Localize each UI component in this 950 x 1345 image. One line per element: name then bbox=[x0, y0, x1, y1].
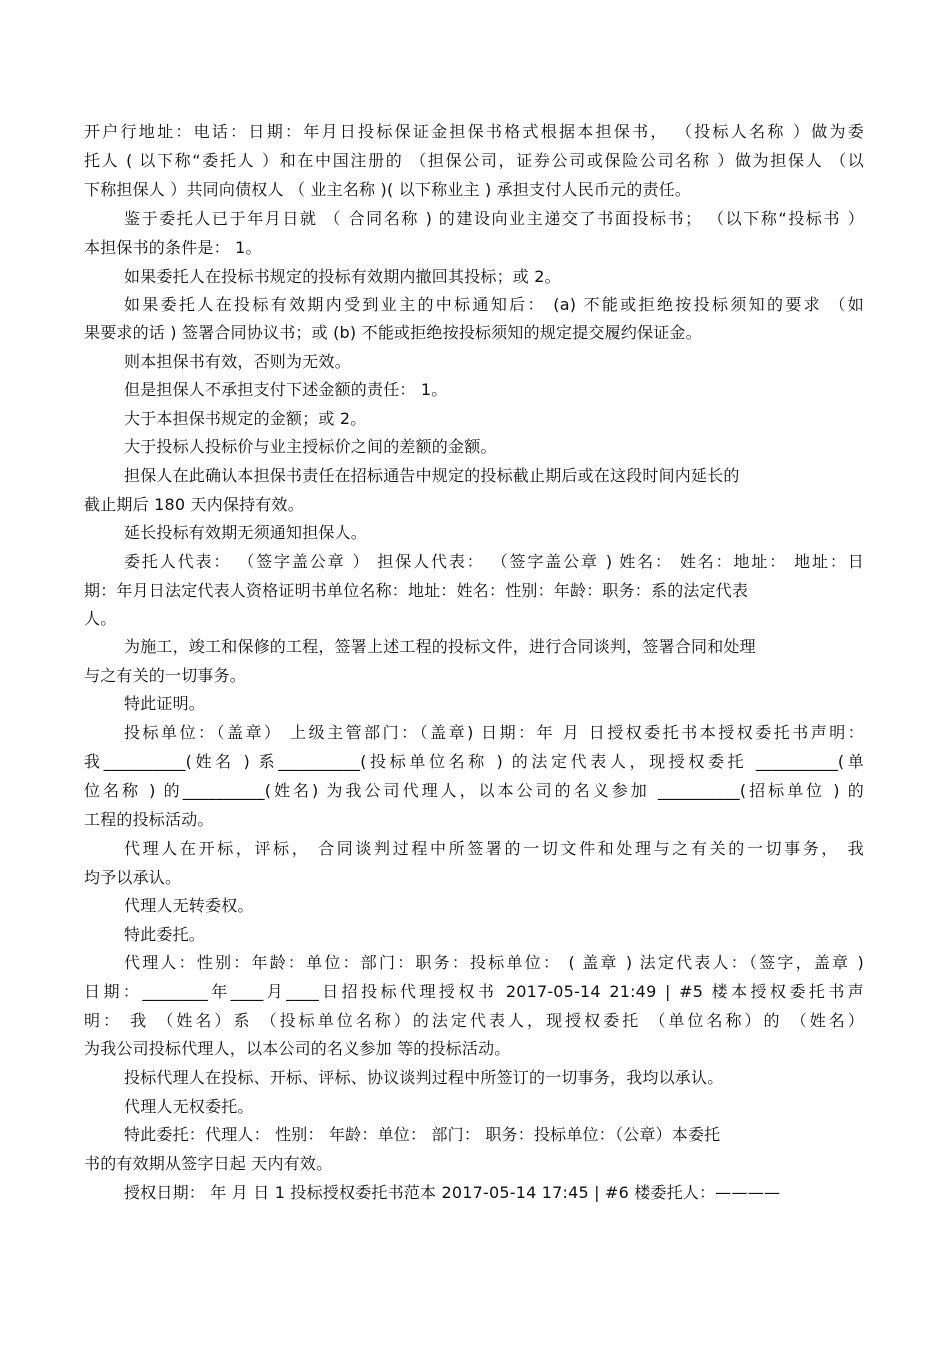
text-line-2: 托人 ( 以下称“委托人 ）和在中国注册的 （担保公司，证券公司或保险公司名称 ）做为担保人 （以 bbox=[84, 151, 864, 170]
text-line-30: 代理人：性别：年龄：单位：部门：职务：投标单位： ( 盖章 ) 法定代表人：（签字，盖章 ) bbox=[124, 953, 864, 972]
text-line-9: 则本担保书有效，否则为无效。 bbox=[124, 352, 351, 371]
text-line-3: 下称担保人 ）共同向债权人 （ 业主名称 )( 以下称业主 ) 承担支付人民币元的责任。 bbox=[84, 180, 692, 199]
text-line-16: 委托人代表： （签字盖公章 ） 担保人代表： （签字盖公章 ) 姓名： 姓名：地址： 地址：日 bbox=[124, 552, 864, 571]
text-line-36: 特此委托：代理人： 性别： 年龄：单位： 部门： 职务：投标单位：（公章）本委托 bbox=[124, 1125, 721, 1144]
text-line-31: 日期：________年____月____日招投标代理授权书 2017-05-14 21:49 | #5 楼本授权委托书声 bbox=[84, 982, 864, 1001]
text-line-37: 书的有效期从签字日起 天内有效。 bbox=[84, 1154, 333, 1173]
text-line-5: 本担保书的条件是： 1。 bbox=[84, 238, 262, 257]
text-line-35: 代理人无权委托。 bbox=[124, 1097, 254, 1116]
text-line-27: 均予以承认。 bbox=[84, 868, 182, 887]
text-line-17: 期：年月日法定代表人资格证明书单位名称：地址：姓名：性别：年龄：职务：系的法定代表 bbox=[84, 581, 749, 600]
text-line-21: 特此证明。 bbox=[124, 694, 206, 713]
text-line-32: 明： 我 （姓名）系 （投标单位名称）的法定代表人，现授权委托 （单位名称）的 （姓名） bbox=[84, 1011, 864, 1030]
text-line-28: 代理人无转委权。 bbox=[124, 896, 254, 915]
text-line-18: 人。 bbox=[84, 609, 117, 628]
text-line-7: 如果委托人在投标有效期内受到业主的中标通知后： (a) 不能或拒绝按投标须知的要求 （如 bbox=[124, 295, 864, 314]
text-line-24: 位名称 ) 的__________(姓名) 为我公司代理人，以本公司的名义参加 __________(招标单位 ) 的 bbox=[84, 781, 864, 800]
text-line-23: 我__________(姓名 ) 系__________(投标单位名称 ) 的法定代表人，现授权委托 __________(单 bbox=[84, 752, 864, 771]
text-line-38: 授权日期： 年 月 日 1 投标授权委托书范本 2017-05-14 17:45 | #6 楼委托人：———— bbox=[124, 1183, 781, 1202]
text-line-19: 为施工，竣工和保修的工程，签署上述工程的投标文件，进行合同谈判，签署合同和处理 bbox=[124, 637, 756, 656]
text-line-14: 截止期后 180 天内保持有效。 bbox=[84, 495, 304, 514]
text-line-33: 为我公司投标代理人，以本公司的名义参加 等的投标活动。 bbox=[84, 1039, 511, 1058]
text-line-20: 与之有关的一切事务。 bbox=[84, 666, 247, 685]
text-line-34: 投标代理人在投标、开标、评标、协议谈判过程中所签订的一切事务，我均以承认。 bbox=[124, 1068, 724, 1087]
text-line-29: 特此委托。 bbox=[124, 925, 206, 944]
text-line-13: 担保人在此确认本担保书责任在招标通告中规定的投标截止期后或在这段时间内延长的 bbox=[124, 466, 740, 485]
text-line-25: 工程的投标活动。 bbox=[84, 810, 214, 829]
text-line-11: 大于本担保书规定的金额；或 2。 bbox=[124, 409, 367, 428]
text-line-15: 延长投标有效期无须通知担保人。 bbox=[124, 523, 368, 542]
text-line-6: 如果委托人在投标书规定的投标有效期内撤回其投标；或 2。 bbox=[124, 267, 561, 286]
text-line-8: 果要求的话 ) 签署合同协议书；或 (b) 不能或拒绝按投标须知的规定提交履约保证金。 bbox=[84, 323, 702, 342]
text-line-22: 投标单位：（盖章） 上级主管部门：（盖章) 日期：年 月 日授权委托书本授权委托书声明： bbox=[124, 723, 864, 742]
text-line-1: 开户行地址：电话：日期：年月日投标保证金担保书格式根据本担保书， （投标人名称 ）做为委 bbox=[84, 122, 864, 141]
text-line-10: 但是担保人不承担支付下述金额的责任： 1。 bbox=[124, 380, 448, 399]
text-line-26: 代理人在开标，评标， 合同谈判过程中所签署的一切文件和处理与之有关的一切事务， 我 bbox=[124, 839, 864, 858]
text-line-12: 大于投标人投标价与业主授标价之间的差额的金额。 bbox=[124, 437, 497, 456]
text-line-4: 鉴于委托人已于年月日就 （ 合同名称 ) 的建设向业主递交了书面投标书； （以下称“投标书 ） bbox=[124, 209, 864, 228]
